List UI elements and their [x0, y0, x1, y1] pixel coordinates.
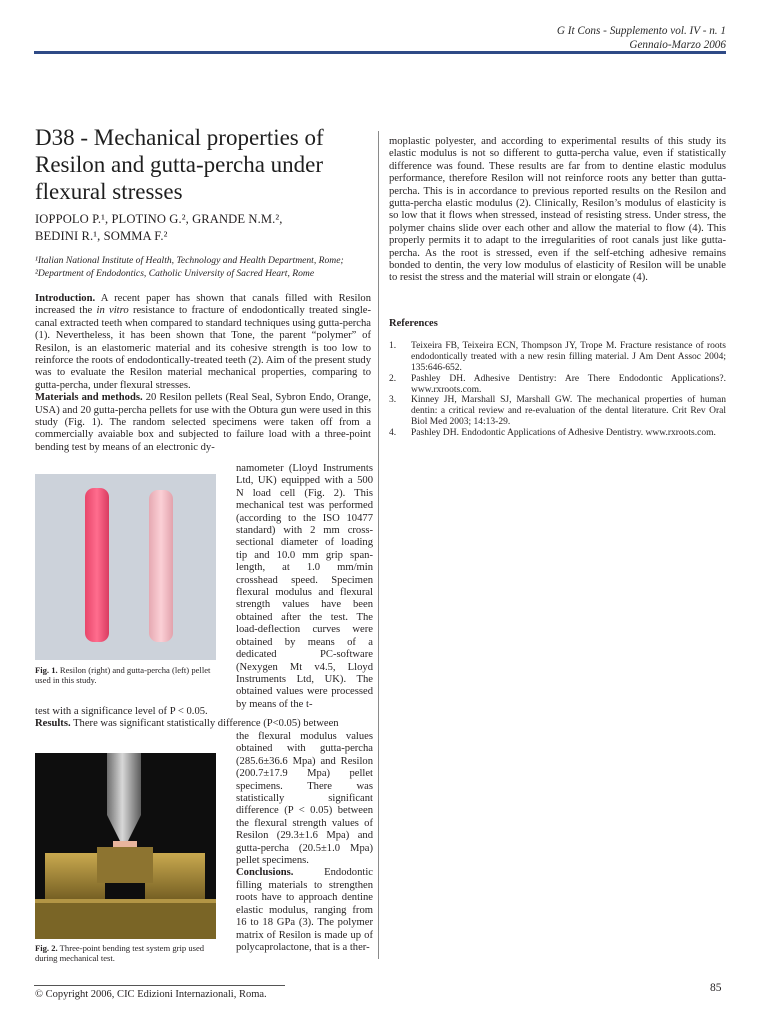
- author-list: [35, 211, 375, 245]
- right-support: [145, 853, 205, 903]
- reference-item: 2. Pashley DH. Adhesive Dentistry: Are There Endodontic Applications?. www.rxroots.com.: [389, 374, 726, 396]
- reference-item: 4. Pashley DH. Endodontic Applications of Adhesive Dentistry. www.rxroots.com.: [389, 428, 716, 438]
- affiliations: ¹Italian National Institute of Health, Technology and Health Department, Rome; ²Department of Endodontics, Catholic University of Sacred Heart, Rome: [35, 255, 344, 279]
- results-label: Results.: [35, 718, 71, 729]
- results-continued: the flexural modulus values obtained with gutta-percha (285.6±36.6 Mpa) and Resilon (200.7±17.9 Mpa) pellet specimens. There was statistically significant difference (P < 0.05) between the flexural strength values of Resilon (29.3±1.6 Mpa) and gutta-percha (20.5±1.0 Mpa) pellet specimens.: [236, 731, 373, 867]
- authors-line-1: IOPPOLO P.¹, PLOTINO G.², GRANDE N.M.²,: [35, 212, 283, 226]
- conclusions-paragraph: Conclusions. Endodontic filling materials to strengthen roots have to approach dentine elastic modulus, ranging from 16 to 18 GPa (3). The polymer matrix of Resilon is made up of polycaprolactone, that is a ther-: [236, 867, 373, 953]
- copyright-notice: © Copyright 2006, CIC Edizioni Internazionali, Roma.: [35, 989, 267, 1000]
- column-divider: [378, 131, 379, 959]
- left-column-top: [35, 293, 371, 454]
- methods-continued: namometer (Lloyd Instruments Ltd, UK) equipped with a 500 N load cell (Fig. 2). This mechanical test was performed (according to the ISO 10477 standard) with 2 mm cross-sectional diameter of loading tip and 10.0 mm grip span-length, at 1.0 mm/min crosshead speed. Specimen flexural modulus and flexural strength values have been obtained after the test. The load-deflection curves were obtained by means of a dedicated PC-software (Nexygen Mt v4.5, Lloyd Instruments Ltd, UK). The obtained values were processed by means of the t-: [236, 463, 373, 710]
- running-header: [557, 24, 726, 52]
- methods-label: Materials and methods.: [35, 392, 143, 404]
- issue-date: Gennaio-Marzo 2006: [629, 39, 726, 51]
- pellets-illustration: [35, 474, 216, 660]
- references-heading: References: [389, 318, 438, 329]
- methods-tail: test with a significance level of P < 0.05.: [35, 706, 208, 717]
- introduction-paragraph: Introduction. A recent paper has shown that canals filled with Resilon increased the in vitro resistance to fracture of endodontically treated single-canal extracted teeth when compared to standard techniques using gutta-percha (1). Nevertheless, it has been shown that Tone, the parent “polymer” of Resilon, is an elastomeric material and its cohesive strength is too low to reinforce the roots of endodontically-treated teeth (2). Aim of the present study was to evaluate the Resilon material mechanical properties, comparing to gutta-percha, under flexural stresses.: [35, 293, 371, 391]
- reference-item: 3. Kinney JH, Marshall SJ, Marshall GW. The mechanical properties of human dentin: a critical review and re-evaluation of the dental literature. Crit Rev Oral Biol Med 2003; 14:13-29.: [389, 395, 726, 428]
- results-and-conclusions: [236, 731, 373, 954]
- figure-1-image: [35, 474, 216, 660]
- header-rule: [34, 51, 726, 54]
- reference-item: 1. Teixeira FB, Teixeira ECN, Thompson JY, Trope M. Fracture resistance of roots endodontically treated with a new resin filling material. J Am Dent Assoc 2004; 135:646-652.: [389, 341, 726, 374]
- figure-2-image: [35, 753, 216, 939]
- journal-name: G It Cons - Supplemento vol. IV - n. 1: [556, 25, 726, 37]
- grip-base: [35, 899, 216, 939]
- resilon-pellet: [149, 490, 173, 642]
- figure-1-caption: Fig. 1. Resilon (right) and gutta-percha (left) pellet used in this study.: [35, 665, 211, 685]
- introduction-label: Introduction.: [35, 293, 96, 304]
- results-heading-line: Results. There was significant statistically difference (P<0.05) between: [35, 718, 339, 729]
- authors-line-2: BEDINI R.¹, SOMMA F.²: [35, 229, 168, 243]
- figure-2-caption: Fig. 2. Three-point bending test system grip used during mechanical test.: [35, 943, 205, 963]
- methods-paragraph: Materials and methods. 20 Resilon pellets (Real Seal, Sybron Endo, Orange, USA) and 20 gutta-percha pellets for use with the Obtura gun were used in this study (Fig. 1). The random selected specimens were taken off from a commercially avaiable box and subjected to failure load with a three-point bending test by means of an electronic dy-: [35, 392, 371, 453]
- footer-rule: [34, 985, 285, 986]
- right-column-text: moplastic polyester, and according to experimental results of this study its elastic modulus is not so different to gutta-percha value, even if statistically difference was found. These results are far from to dentine elastic modulus performance, therefore Resilon will not reinforce roots any better than gutta-percha. This is in accordance to previous reported results on the Resilon and gutta-percha elastic modulus (2). Clinically, Resilon’s modulus of elasticity is so low that it flows when stressed, instead of resisting stress. Under stress, the polymer chains slide over each other and allow the material to flow (4). This properly permits it to adapt to the irregularities of root canals just like gutta-percha. As the root is stressed, even if the self-etching adhesive remains bonded to dentin, the very low modulus of elasticity of Resilon will be unable to resist the stress and the material will strain or elongate (4).: [389, 136, 726, 284]
- gutta-percha-pellet: [85, 488, 109, 642]
- conclusions-label: Conclusions.: [236, 867, 294, 879]
- bending-test-illustration: [35, 753, 216, 939]
- page-number: 85: [710, 982, 722, 994]
- specimen-pellet: [113, 841, 137, 847]
- left-support: [45, 853, 105, 903]
- article-title: D38 - Mechanical properties of Resilon and gutta-percha under flexural stresses: [35, 125, 324, 204]
